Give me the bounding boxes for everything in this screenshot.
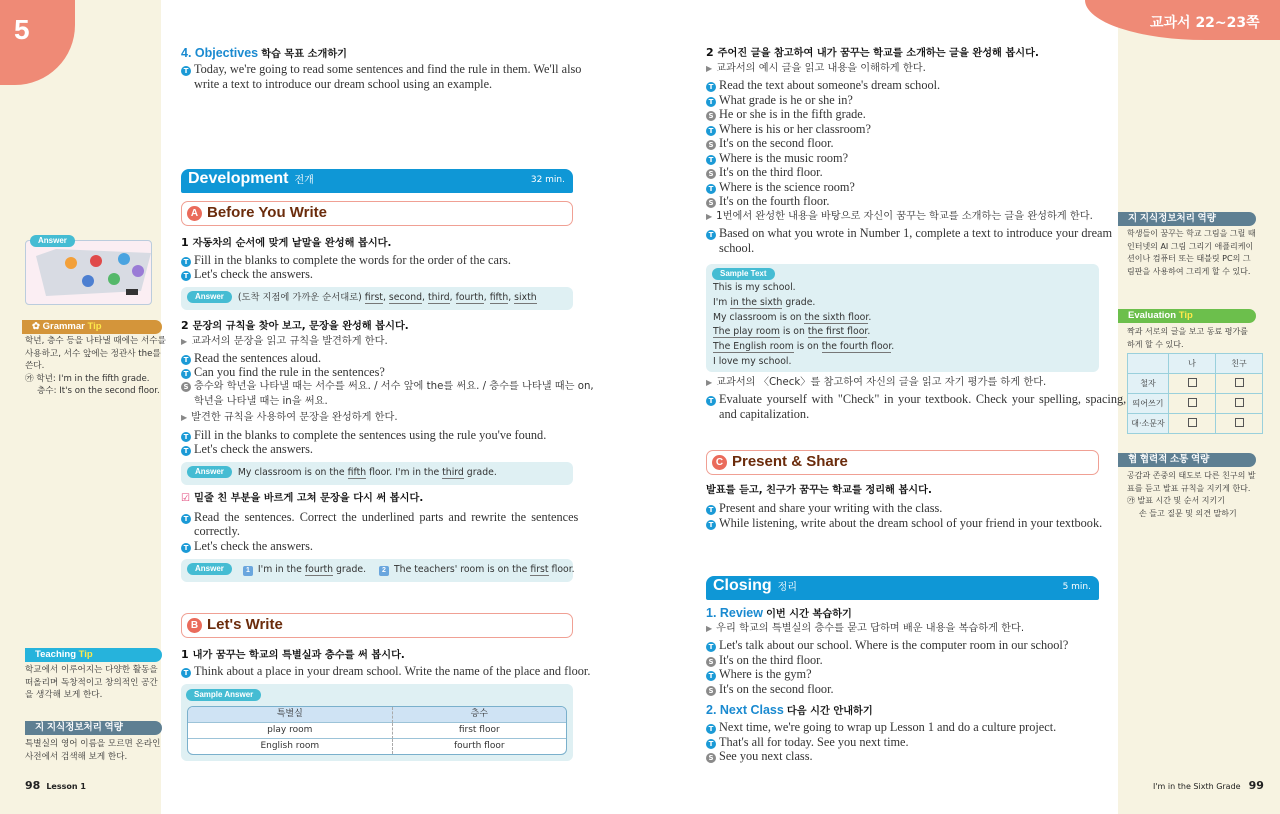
student-line: 학년을 나타낼 때는 in을 써요. bbox=[194, 396, 328, 407]
competency-icon: 협 bbox=[1128, 454, 1138, 465]
student-line: S He or she is in the fifth grade. bbox=[706, 107, 866, 121]
guide-line: ▶ 1번에서 완성한 내용을 바탕으로 자신이 꿈꾸는 학교를 소개하는 글을 완성하게 한다. bbox=[706, 211, 1093, 222]
guide-line: ▶ 발견한 규칙을 사용하여 문장을 완성하게 한다. bbox=[181, 412, 398, 423]
teacher-line: T Where is the science room? bbox=[706, 180, 855, 194]
student-icon: S bbox=[706, 657, 716, 667]
teacher-icon: T bbox=[181, 668, 191, 678]
teacher-icon: T bbox=[706, 724, 716, 734]
student-icon: S bbox=[706, 169, 716, 179]
puzzle-icon: ✿ bbox=[32, 321, 43, 332]
teacher-line: T Can you find the rule in the sentences? bbox=[181, 365, 385, 379]
competency-header: 지 지식정보처리 역량 bbox=[25, 721, 162, 735]
teacher-icon: T bbox=[181, 514, 191, 524]
answer-label: Answer bbox=[30, 235, 75, 247]
grammar-tip-header: ✿ Grammar Tip bbox=[22, 320, 162, 334]
teacher-line: T Read the text about someone's dream school. bbox=[706, 78, 940, 92]
triangle-icon: ▶ bbox=[706, 64, 713, 73]
student-icon: S bbox=[706, 753, 716, 763]
question-1: 1 자동차의 순서에 맞게 낱말을 완성해 봅시다. bbox=[181, 236, 392, 249]
activity-a-header: A Before You Write bbox=[181, 201, 573, 226]
question-2: 2 문장의 규칙을 찾아 보고, 문장을 완성해 봅시다. bbox=[181, 319, 409, 332]
teacher-icon: T bbox=[706, 230, 716, 240]
teacher-line: and capitalization. bbox=[719, 407, 810, 421]
check-icon: ☑ bbox=[181, 493, 191, 504]
competency-icon: 지 bbox=[35, 722, 45, 733]
teacher-line: T While listening, write about the dream school of your friend in your textbook. bbox=[706, 516, 1102, 530]
teacher-line: T Read the sentences aloud. bbox=[181, 351, 321, 365]
answer-image bbox=[25, 240, 152, 305]
student-line: S It's on the third floor. bbox=[706, 653, 823, 667]
teacher-icon: T bbox=[706, 126, 716, 136]
triangle-icon: ▶ bbox=[706, 212, 713, 221]
teacher-line: T Where is the gym? bbox=[706, 667, 812, 681]
teacher-line: T Let's check the answers. bbox=[181, 442, 313, 456]
teacher-line: T Present and share your writing with the class. bbox=[706, 501, 942, 515]
student-line: S It's on the fourth floor. bbox=[706, 194, 829, 208]
teacher-line: T Read the sentences. Correct the underlined parts and rewrite the sentences bbox=[181, 510, 578, 524]
checkbox[interactable] bbox=[1188, 398, 1197, 407]
evaluation-tip-text: 짝과 서로의 글을 보고 동료 평가를 하게 할 수 있다. bbox=[1127, 327, 1248, 349]
evaluation-tip-header: Evaluation Tip bbox=[1118, 309, 1256, 323]
teacher-icon: T bbox=[706, 505, 716, 515]
teacher-line: T Where is his or her classroom? bbox=[706, 122, 871, 136]
competency-header: 협 협력적 소통 역량 bbox=[1118, 453, 1256, 467]
teacher-icon: T bbox=[181, 432, 191, 442]
teacher-icon: T bbox=[181, 446, 191, 456]
teacher-line: T That's all for today. See you next time. bbox=[706, 735, 909, 749]
student-icon: S bbox=[706, 198, 716, 208]
student-line: S It's on the second floor. bbox=[706, 136, 834, 150]
review-heading: 1. Review 이번 시간 복습하기 bbox=[706, 606, 852, 620]
checkbox[interactable] bbox=[1235, 378, 1244, 387]
race-cars-illustration bbox=[26, 241, 151, 304]
teacher-line: school. bbox=[719, 241, 755, 255]
student-icon: S bbox=[706, 140, 716, 150]
teacher-icon: T bbox=[181, 257, 191, 267]
student-icon: S bbox=[706, 111, 716, 121]
triangle-icon: ▶ bbox=[706, 624, 713, 633]
teacher-icon: T bbox=[706, 97, 716, 107]
teacher-line: T Evaluate yourself with "Check" in your textbook. Check your spelling, spacing, bbox=[706, 392, 1126, 406]
checkbox[interactable] bbox=[1188, 418, 1197, 427]
objectives-line: T Today, we're going to read some sentences and find the rule in them. We'll also bbox=[181, 62, 581, 76]
teacher-line: T Let's check the answers. bbox=[181, 539, 313, 553]
guide-line: ▶ 교과서의 예시 글을 읽고 내용을 이해하게 한다. bbox=[706, 63, 926, 74]
competency-text: 학생들이 꿈꾸는 학교 그림을 그릴 때 인터넷의 AI 그림 그리기 애플리케이 션이나 컴퓨터 또는 태블릿 PC의 그 림판을 사용하여 그리게 할 수 있다. bbox=[1127, 229, 1256, 276]
competency-icon: 지 bbox=[1128, 213, 1138, 224]
textbook-pages: 교과서 22~23쪽 bbox=[1150, 15, 1260, 31]
answer-box: Answer My classroom is on the fifth floor. I'm in the third grade. bbox=[181, 462, 573, 485]
teacher-line: T Fill in the blanks to complete the sentences using the rule you've found. bbox=[181, 428, 546, 442]
question-check: ☑ 밑줄 친 부분을 바르게 고쳐 문장을 다시 써 봅시다. bbox=[181, 493, 424, 504]
teacher-icon: T bbox=[706, 155, 716, 165]
triangle-icon: ▶ bbox=[181, 337, 188, 346]
teacher-icon: T bbox=[706, 396, 716, 406]
table-row: 띄어쓰기 bbox=[1128, 394, 1263, 414]
student-line: S See you next class. bbox=[706, 749, 813, 763]
teacher-line: T What grade is he or she in? bbox=[706, 93, 853, 107]
checkbox[interactable] bbox=[1235, 418, 1244, 427]
guide-line: ▶ 우리 학교의 특별실의 층수를 묻고 답하며 배운 내용을 복습하게 한다. bbox=[706, 623, 1025, 634]
competency-text: 특별실의 영어 이름을 모르면 온라인 사전에서 검색해 보게 한다. bbox=[25, 739, 161, 762]
competency-text: 공감과 존중의 태도로 다른 친구의 발 표를 듣고 발표 규칙을 지키게 한다. ㉮ 발표 시간 및 순서 지키기 손 들고 질문 및 의견 말하기 bbox=[1127, 471, 1256, 518]
teaching-tip-text: 학교에서 이루어지는 다양한 활동을 떠올리며 독창적이고 창의적인 공간 을 생각해 보게 한다. bbox=[25, 665, 158, 700]
activity-c-header: C Present & Share bbox=[706, 450, 1099, 475]
question-1: 1 내가 꿈꾸는 학교의 특별실과 층수를 써 봅시다. bbox=[181, 648, 405, 661]
student-line: S It's on the third floor. bbox=[706, 165, 823, 179]
question-2: 2 주어진 글을 참고하여 내가 꿈꾸는 학교를 소개하는 글을 완성해 봅시다. bbox=[706, 46, 1039, 59]
teacher-icon: T bbox=[181, 355, 191, 365]
teacher-icon: T bbox=[181, 66, 191, 76]
student-icon: S bbox=[706, 686, 716, 696]
grammar-tip-text: 학년, 층수 등을 나타낼 때에는 서수를 사용하고, 서수 앞에는 정관사 the를 쓴다. ㉮ 학년: I'm in the fifth grade. 층수: It's on the second floor. bbox=[25, 336, 166, 396]
triangle-icon: ▶ bbox=[706, 378, 713, 387]
teacher-icon: T bbox=[706, 642, 716, 652]
teacher-icon: T bbox=[181, 369, 191, 379]
teacher-line: T Let's check the answers. bbox=[181, 267, 313, 281]
teacher-line: correctly. bbox=[194, 524, 240, 538]
sample-text-box: Sample Text This is my school. I'm in the sixth grade. My classroom is on the sixth floor. The play room is on the first floor. The English room is on the fourth floor. I love my school. bbox=[706, 264, 1099, 372]
next-class-heading: 2. Next Class 다음 시간 안내하기 bbox=[706, 703, 873, 717]
student-line: S 층수와 학년을 나타낼 때는 서수를 써요. / 서수 앞에 the를 써요. / 층수를 나타낼 때는 on, bbox=[181, 380, 594, 394]
evaluation-table: 나 친구 철자 띄어쓰기 대·소문자 bbox=[1127, 353, 1263, 434]
table-row: play room first floor bbox=[188, 723, 566, 739]
teacher-icon: T bbox=[706, 520, 716, 530]
sample-answer-table: 특별실 층수 play room first floor English room fourth floor bbox=[187, 706, 567, 755]
checkbox[interactable] bbox=[1235, 398, 1244, 407]
objectives-heading: 4. Objectives 학습 목표 소개하기 bbox=[181, 46, 348, 60]
answer-box: Answer 1 I'm in the fourth grade. 2 The teachers' room is on the first floor. bbox=[181, 559, 573, 582]
objectives-line: write a text to introduce our dream school using an example. bbox=[194, 77, 493, 91]
footer-left: 98 Lesson 1 bbox=[25, 779, 86, 792]
teacher-line: T Next time, we're going to wrap up Lesson 1 and do a culture project. bbox=[706, 720, 1056, 734]
closing-bar: Closing 정리 5 min. bbox=[706, 576, 1099, 600]
teaching-tip-header: Teaching Tip bbox=[25, 648, 162, 662]
teacher-icon: T bbox=[706, 739, 716, 749]
unit-number: 5 bbox=[14, 14, 30, 45]
table-row: English room fourth floor bbox=[188, 739, 566, 754]
teacher-icon: T bbox=[181, 271, 191, 281]
sample-answer-box: Sample Answer 특별실 층수 play room first floor English room fourth floor bbox=[181, 684, 573, 761]
teacher-line: T Let's talk about our school. Where is the computer room in our school? bbox=[706, 638, 1068, 652]
teacher-icon: T bbox=[706, 184, 716, 194]
student-line: S It's on the second floor. bbox=[706, 682, 834, 696]
teacher-line: T Think about a place in your dream school. Write the name of the place and floor. bbox=[181, 664, 590, 678]
table-row: 대·소문자 bbox=[1128, 414, 1263, 434]
footer-right: I'm in the Sixth Grade 99 bbox=[1153, 779, 1264, 792]
teacher-icon: T bbox=[706, 671, 716, 681]
present-instruction: 발표를 듣고, 친구가 꿈꾸는 학교를 정리해 봅시다. bbox=[706, 485, 932, 496]
activity-b-header: B Let's Write bbox=[181, 613, 573, 638]
checkbox[interactable] bbox=[1188, 378, 1197, 387]
table-row: 철자 bbox=[1128, 374, 1263, 394]
competency-header: 지 지식정보처리 역량 bbox=[1118, 212, 1256, 226]
teacher-icon: T bbox=[181, 543, 191, 553]
teacher-line: T Based on what you wrote in Number 1, complete a text to introduce your dream bbox=[706, 226, 1112, 240]
guide-line: ▶ 교과서의 〈Check〉를 참고하여 자신의 글을 읽고 자기 평가를 하게 한다. bbox=[706, 377, 1047, 388]
teacher-line: T Where is the music room? bbox=[706, 151, 848, 165]
teacher-icon: T bbox=[706, 82, 716, 92]
answer-box: Answer (도착 지점에 가까운 순서대로) first, second, third, fourth, fifth, sixth bbox=[181, 287, 573, 310]
student-icon: S bbox=[181, 382, 191, 392]
development-bar: Development 전개 32 min. bbox=[181, 169, 573, 193]
triangle-icon: ▶ bbox=[181, 413, 188, 422]
guide-line: ▶ 교과서의 문장을 읽고 규칙을 발견하게 한다. bbox=[181, 336, 388, 347]
sample-text: This is my school. I'm in the sixth grade. My classroom is on the sixth floor. The play room is on the first floor. The English room is on the fourth floor. I love my school. bbox=[713, 282, 895, 367]
teacher-line: T Fill in the blanks to complete the words for the order of the cars. bbox=[181, 253, 511, 267]
